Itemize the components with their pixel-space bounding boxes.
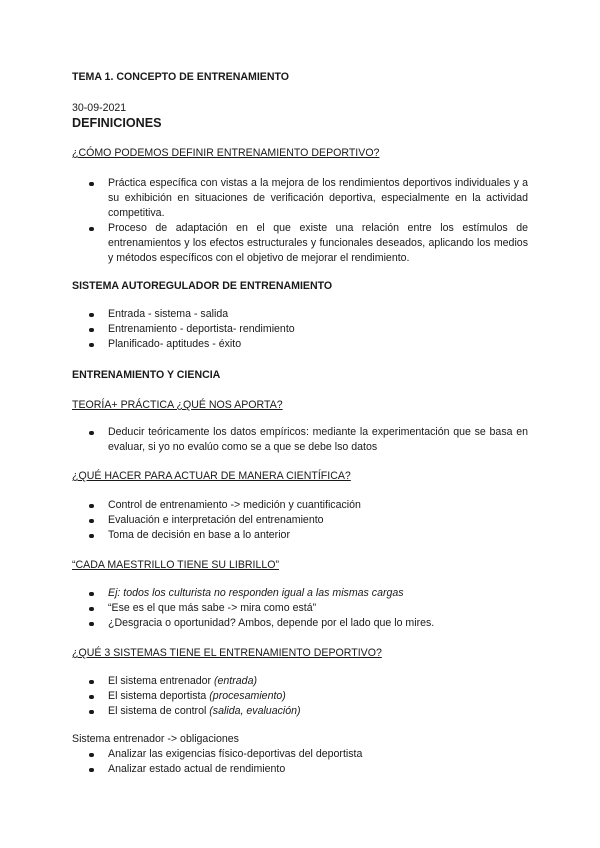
document-date: 30-09-2021 [72,102,127,114]
list-item: ¿Desgracia o oportunidad? Ambos, depende por el lado que lo mires. [72,616,528,631]
document-title: TEMA 1. CONCEPTO DE ENTRENAMIENTO [72,71,289,83]
list-obligaciones [72,747,528,777]
list-teoria-practica [72,425,528,455]
list-actuar-cientifica [72,498,528,543]
section-heading-definiciones: DEFINICIONES [72,116,162,130]
list-item: Analizar estado actual de rendimiento [72,762,528,777]
list-item: Toma de decisión en base a lo anterior [72,528,528,543]
question-definir-entrenamiento: ¿CÓMO PODEMOS DEFINIR ENTRENAMIENTO DEPORTIVO? [72,147,380,159]
list-tres-sistemas [72,674,528,719]
list-sistema-autoregulador [72,307,528,352]
list-definiciones [72,176,528,266]
list-item: “Ese es el que más sabe -> mira como está” [72,601,528,616]
list-item: Entrada - sistema - salida [72,307,528,322]
list-item: Ej: todos los culturista no responden igual a las mismas cargas [72,586,528,601]
system-note: (procesamiento) [209,690,286,702]
list-item: Control de entrenamiento -> medición y cuantificación [72,498,528,513]
system-name: El sistema deportista [108,690,210,702]
list-item [72,689,528,704]
list-item: Entrenamiento - deportista- rendimiento [72,322,528,337]
list-maestrillo [72,586,528,631]
list-item: Práctica específica con vistas a la mejora de los rendimientos deportivos individuales y a su exhibición en situaciones de verificación deportiva, especialmente en la actividad competitiva. [72,176,528,221]
system-name: El sistema de control [108,705,210,717]
paragraph-sistema-entrenador: Sistema entrenador -> obligaciones [72,733,239,745]
list-item: Analizar las exigencias físico-deportivas del deportista [72,747,528,762]
question-teoria-practica: TEORÍA+ PRÁCTICA ¿QUÉ NOS APORTA? [72,399,283,411]
system-note: (entrada) [214,675,257,687]
system-note: (salida, evaluación) [209,705,301,717]
quote-maestrillo: “CADA MAESTRILLO TIENE SU LIBRILLO” [72,559,280,571]
question-tres-sistemas: ¿QUÉ 3 SISTEMAS TIENE EL ENTRENAMIENTO DEPORTIVO? [72,647,382,659]
question-actuar-cientifica: ¿QUÉ HACER PARA ACTUAR DE MANERA CIENTÍFICA? [72,470,351,482]
list-item: Planificado- aptitudes - éxito [72,337,528,352]
section-sistema-autoregulador: SISTEMA AUTOREGULADOR DE ENTRENAMIENTO [72,280,333,292]
list-item [72,674,528,689]
section-entrenamiento-ciencia: ENTRENAMIENTO Y CIENCIA [72,369,221,381]
list-item: Evaluación e interpretación del entrenamiento [72,513,528,528]
system-name: El sistema entrenador [108,675,214,687]
list-item [72,704,528,719]
list-item: Deducir teóricamente los datos empíricos: mediante la experimentación que se basa en evaluar, si yo no evalúo como se a que se debe lso datos [72,425,528,455]
list-item: Proceso de adaptación en el que existe una relación entre los estímulos de entrenamientos y los efectos estructurales y funcionales deseados, aplicando los medios y métodos específicos con el objetivo de mejorar el rendimiento. [72,221,528,266]
